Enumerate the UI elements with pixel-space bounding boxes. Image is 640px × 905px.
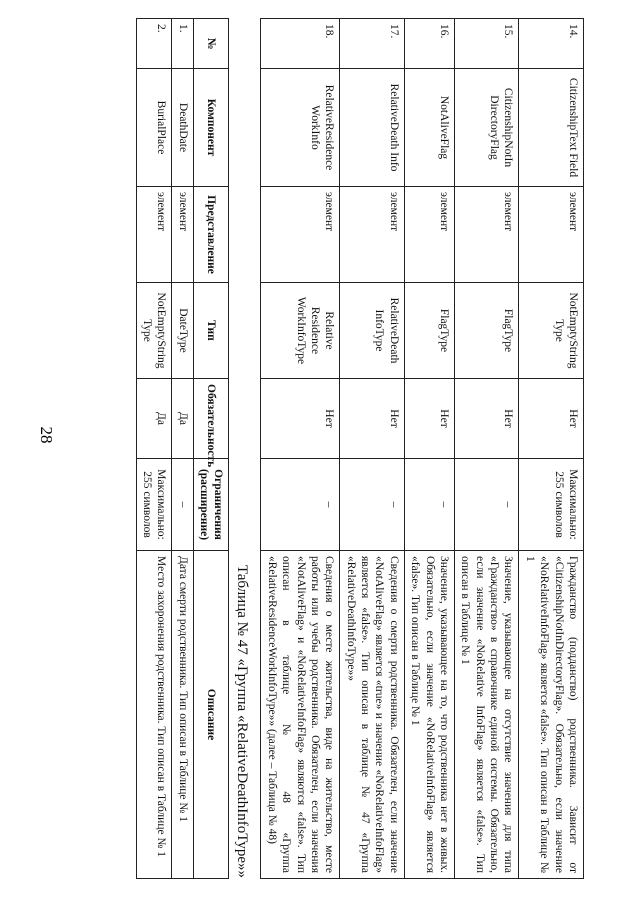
cell-component: DeathDate (172, 69, 193, 187)
cell-num: 18. (261, 19, 340, 69)
cell-restriction: Максимально: 255 символов (519, 459, 584, 551)
header-restriction: Ограничения (расширение) (193, 459, 229, 551)
header-num: № (193, 19, 229, 69)
rotated-content (72, 8, 584, 888)
cell-representation: элемент (261, 187, 340, 283)
cell-component: CitizenshipNotIn DirectoryFlag (455, 69, 520, 187)
table-row (261, 19, 340, 879)
cell-type: FlagType (455, 283, 520, 379)
cell-restriction: – (404, 459, 454, 551)
header-required: Обязательность (193, 379, 229, 459)
cell-num: 14. (519, 19, 584, 69)
header-description: Описание (193, 551, 229, 879)
cell-num: 15. (455, 19, 520, 69)
cell-type: DateType (172, 283, 193, 379)
header-component: Компонент (193, 69, 229, 187)
table-relatives-continued (261, 18, 585, 879)
cell-description: Сведения о месте жительства, виде на жительство, месте работы или учебы родственника. Обязателен, если значения «NotAliveFlag» и «NoRelativeInfoFlag» являются «false». Тип описан в таблице № 48 «Группа «RelativeResidenceWorkInfoType»» (далее – Таблица № 48) (261, 551, 340, 879)
table-row (404, 19, 454, 879)
cell-representation: элемент (455, 187, 520, 283)
table-row (172, 19, 193, 879)
cell-restriction: – (261, 459, 340, 551)
cell-required: Нет (261, 379, 340, 459)
table-row (519, 19, 584, 879)
page-number: 28 (37, 426, 56, 444)
table-row (136, 19, 172, 879)
cell-component: NotAliveFlag (404, 69, 454, 187)
cell-required: Нет (519, 379, 584, 459)
table-row (340, 19, 405, 879)
cell-restriction: Максимально: 255 символов (136, 459, 172, 551)
cell-representation: элемент (519, 187, 584, 283)
cell-description: Гражданство (подданство) родственника. Зависит от «CitizenshipNotInDirectoryFlag». Обязательно, если значение «NoRelativeInfoFlag» является «false». Тип описан в Таблице № 1 (519, 551, 584, 879)
cell-representation: элемент (172, 187, 193, 283)
cell-restriction: – (340, 459, 405, 551)
table-relative-death-info (136, 18, 230, 879)
cell-required: Да (136, 379, 172, 459)
table2-caption: Таблица № 47 «Группа «RelativeDeathInfoType»» (234, 564, 251, 878)
header-type: Тип (193, 283, 229, 379)
cell-type: RelativeDeath InfoType (340, 283, 405, 379)
cell-representation: элемент (340, 187, 405, 283)
cell-component: BurialPlace (136, 69, 172, 187)
cell-required: Нет (455, 379, 520, 459)
cell-type: NotEmptyString Type (136, 283, 172, 379)
cell-component: CitizenshipText Field (519, 69, 584, 187)
cell-required: Да (172, 379, 193, 459)
header-representation: Представление (193, 187, 229, 283)
table2-header-row (193, 19, 229, 879)
cell-component: RelativeDeath Info (340, 69, 405, 187)
cell-representation: элемент (136, 187, 172, 283)
cell-restriction: – (455, 459, 520, 551)
cell-description: Значение, указывающее на отсутствие значения для типа «Гражданство» в справочнике единой системы. Обязательно, если значение «NoRelative InfoFlag» является «false». Тип описан в Таблице № 1 (455, 551, 520, 879)
cell-num: 17. (340, 19, 405, 69)
cell-required: Нет (404, 379, 454, 459)
cell-type: Relative Residence WorkInfoType (261, 283, 340, 379)
cell-required: Нет (340, 379, 405, 459)
cell-num: 2. (136, 19, 172, 69)
cell-num: 1. (172, 19, 193, 69)
cell-description: Дата смерти родственника. Тип описан в Таблице № 1 (172, 551, 193, 879)
table-row (455, 19, 520, 879)
cell-representation: элемент (404, 187, 454, 283)
cell-restriction: – (172, 459, 193, 551)
cell-description: Сведения о смерти родственника. Обязателен, если значение «NotAliveFlag» является «true» и значение «NoRelativeInfoFlag» является «false». Тип описан в таблице № 47 «Группа «RelativeDeathInfoType»» (340, 551, 405, 879)
cell-component: RelativeResidence WorkInfo (261, 69, 340, 187)
cell-description: Место захоронения родственника. Тип описан в Таблице № 1 (136, 551, 172, 879)
cell-description: Значение, указывающее на то, что родственника нет в живых. Обязательно, если значение «NoRelativeInfoFlag» является «false». Тип описан в Таблице № 1 (404, 551, 454, 879)
cell-num: 16. (404, 19, 454, 69)
cell-type: FlagType (404, 283, 454, 379)
cell-type: NotEmptyString Type (519, 283, 584, 379)
